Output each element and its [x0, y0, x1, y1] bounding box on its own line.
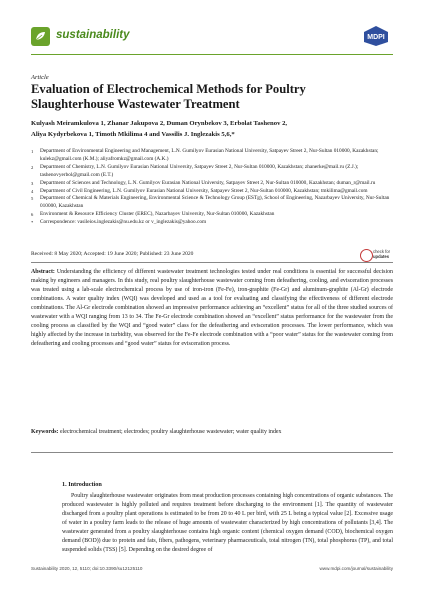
- updates-label-1: check for: [373, 249, 390, 254]
- keywords-text: electrochemical treatment; electrodes; poultry slaughterhouse wastewater; water quality index: [59, 429, 282, 435]
- author-list: [31, 118, 393, 140]
- dates-line: Received: 8 May 2020; Accepted: 19 June 2020; Published: 23 June 2020: [31, 251, 194, 257]
- mdpi-logo-icon: [362, 25, 390, 47]
- header-divider: [31, 54, 393, 55]
- keywords-label: Keywords:: [31, 429, 59, 435]
- abstract-label: Abstract:: [31, 269, 55, 275]
- journal-logo-icon: [31, 27, 50, 46]
- affiliation-item: 1 Department of Environmental Engineering and Management, L.N. Gumilyov Eurasian National University, Satpayev Street 2, Nur-Sultan 010000, Kazakhstan; kulekz@gmail.com (K.M.); aliyafromkz@gmail.com (A.K.): [31, 148, 379, 162]
- affiliations: [31, 148, 393, 227]
- author-line-2: Aliya Kydyrbekova 1, Timoth Mkilima 4 and Vassilis J. Inglezakis 5,6,*: [31, 131, 235, 138]
- affiliation-item: 3 Department of Sciences and Technology, L.N. Gumilyov Eurasian National University, Satpayev Street 2, Nur-Sultan 010000, Kazakhstan; duman_r@mail.ru: [31, 179, 376, 186]
- divider: [31, 452, 393, 453]
- keywords: [31, 428, 393, 437]
- article-type: Article: [31, 74, 49, 81]
- section-heading: 1. Introduction: [62, 481, 102, 488]
- journal-name: sustainability: [56, 29, 130, 41]
- affiliation-item: 5 Department of Chemical & Materials Engineering, Environmental Science & Technology Group (ESTg), School of Engineering, Nazarbayev University, Nur-Sultan 010000, Kazakhstan: [31, 195, 390, 210]
- affiliation-item: 2 Department of Chemistry, L.N. Gumilyov Eurasian National University, Satpayev Street 2, Nur-Sultan 010000, Kazakhstan; zhanerke@mail.ru (Z.J.); tashenovyerbol@gmail.com (E.T.): [31, 163, 359, 178]
- updates-label-2: updates: [373, 254, 390, 259]
- affiliation-item: 6 Environment & Resource Efficiency Cluster (EREC), Nazarbayev University, Nur-Sultan 010000, Kazakhstan: [31, 211, 275, 218]
- correspondence: * Correspondence: vasileios.inglezakis@nu.edu.kz or v_inglezakis@yahoo.com: [31, 219, 207, 226]
- abstract: [31, 268, 393, 349]
- citation: Sustainability 2020, 12, 5110; doi:10.3390/su12125110: [31, 566, 143, 571]
- journal-url-link[interactable]: www.mdpi.com/journal/sustainability: [319, 566, 393, 571]
- introduction-text: Poultry slaughterhouse wastewater originates from meat production processes containing high concentrations of organic substances. The produced wastewater is highly polluted and requires treatment before discharging to the environment [1]. The quantity of wastewater discharged from a poultry plant operations is estimated to be from 20 to 40 L per bird, with 25 L being a typical value [2]. Excessive usage of water in a poultry farm leads to the release of huge amounts of wastewater characterized by high concentrations of pollutants [3,4]. The wastewater generated from a poultry slaughterhouse contains high organic content (chemical oxygen demand (COD), biochemical oxygen demand (BOD)) due to protein and fats, fibers, pathogens, veterinary pharmaceuticals, total nitrogen (TN), total phosphorus (TP), and total suspended solids (TSS) [5]. Depending on the desired degree of: [62, 493, 393, 554]
- author-line-1: Kulyash Meiramkulova 1, Zhanar Jakupova 2, Duman Orynbekov 3, Erbolat Tashenov 2,: [31, 120, 288, 127]
- refresh-icon: [360, 249, 373, 262]
- divider: [31, 262, 393, 263]
- paper-title: Evaluation of Electrochemical Methods for Poultry Slaughterhouse Wastewater Treatment: [31, 82, 306, 111]
- abstract-text: Understanding the efficiency of different wastewater treatment technologies tested under real conditions is essential for successful decision making by engineers and managers. In this study, real poultry slaughterhouse wastewater coming from defeathering, cooling, and evisceration processes was treated using a lab-scale electrochemical process by use of iron-iron (Fe-Fe), iron-graphite (Fe-Gr) and aluminum-graphite (Al-Gr) electrode combinations. A water quality index (WQI) was developed and used as a tool for evaluating and classifying the effectiveness of different electrode combinations. The Al-Gr electrode combination showed an impressive performance achieving an “excellent” status for all of the three studied sources of wastewater with a WQI ranging from 13 to 34. The Fe-Gr electrode combination showed an “excellent” status performance for the wastewater from the cooling process as classified by the WQI and “good water” class for the defeathering and evisceration processes. The lower performance, which was highly affected by the increase in turbidity, was observed for the Fe-Fe electrode combination with a “poor water” status for the wastewater coming from defeathering and cooling processes and “good water” status for evisceration process.: [31, 269, 393, 348]
- affiliation-item: 4 Department of Civil Engineering, L.N. Gumilyov Eurasian National University, Satpayev Street 2, Nur-Sultan 010000, Kazakhstan; tmkilima@gmail.com: [31, 187, 368, 194]
- publisher-name: MDPI: [367, 34, 385, 41]
